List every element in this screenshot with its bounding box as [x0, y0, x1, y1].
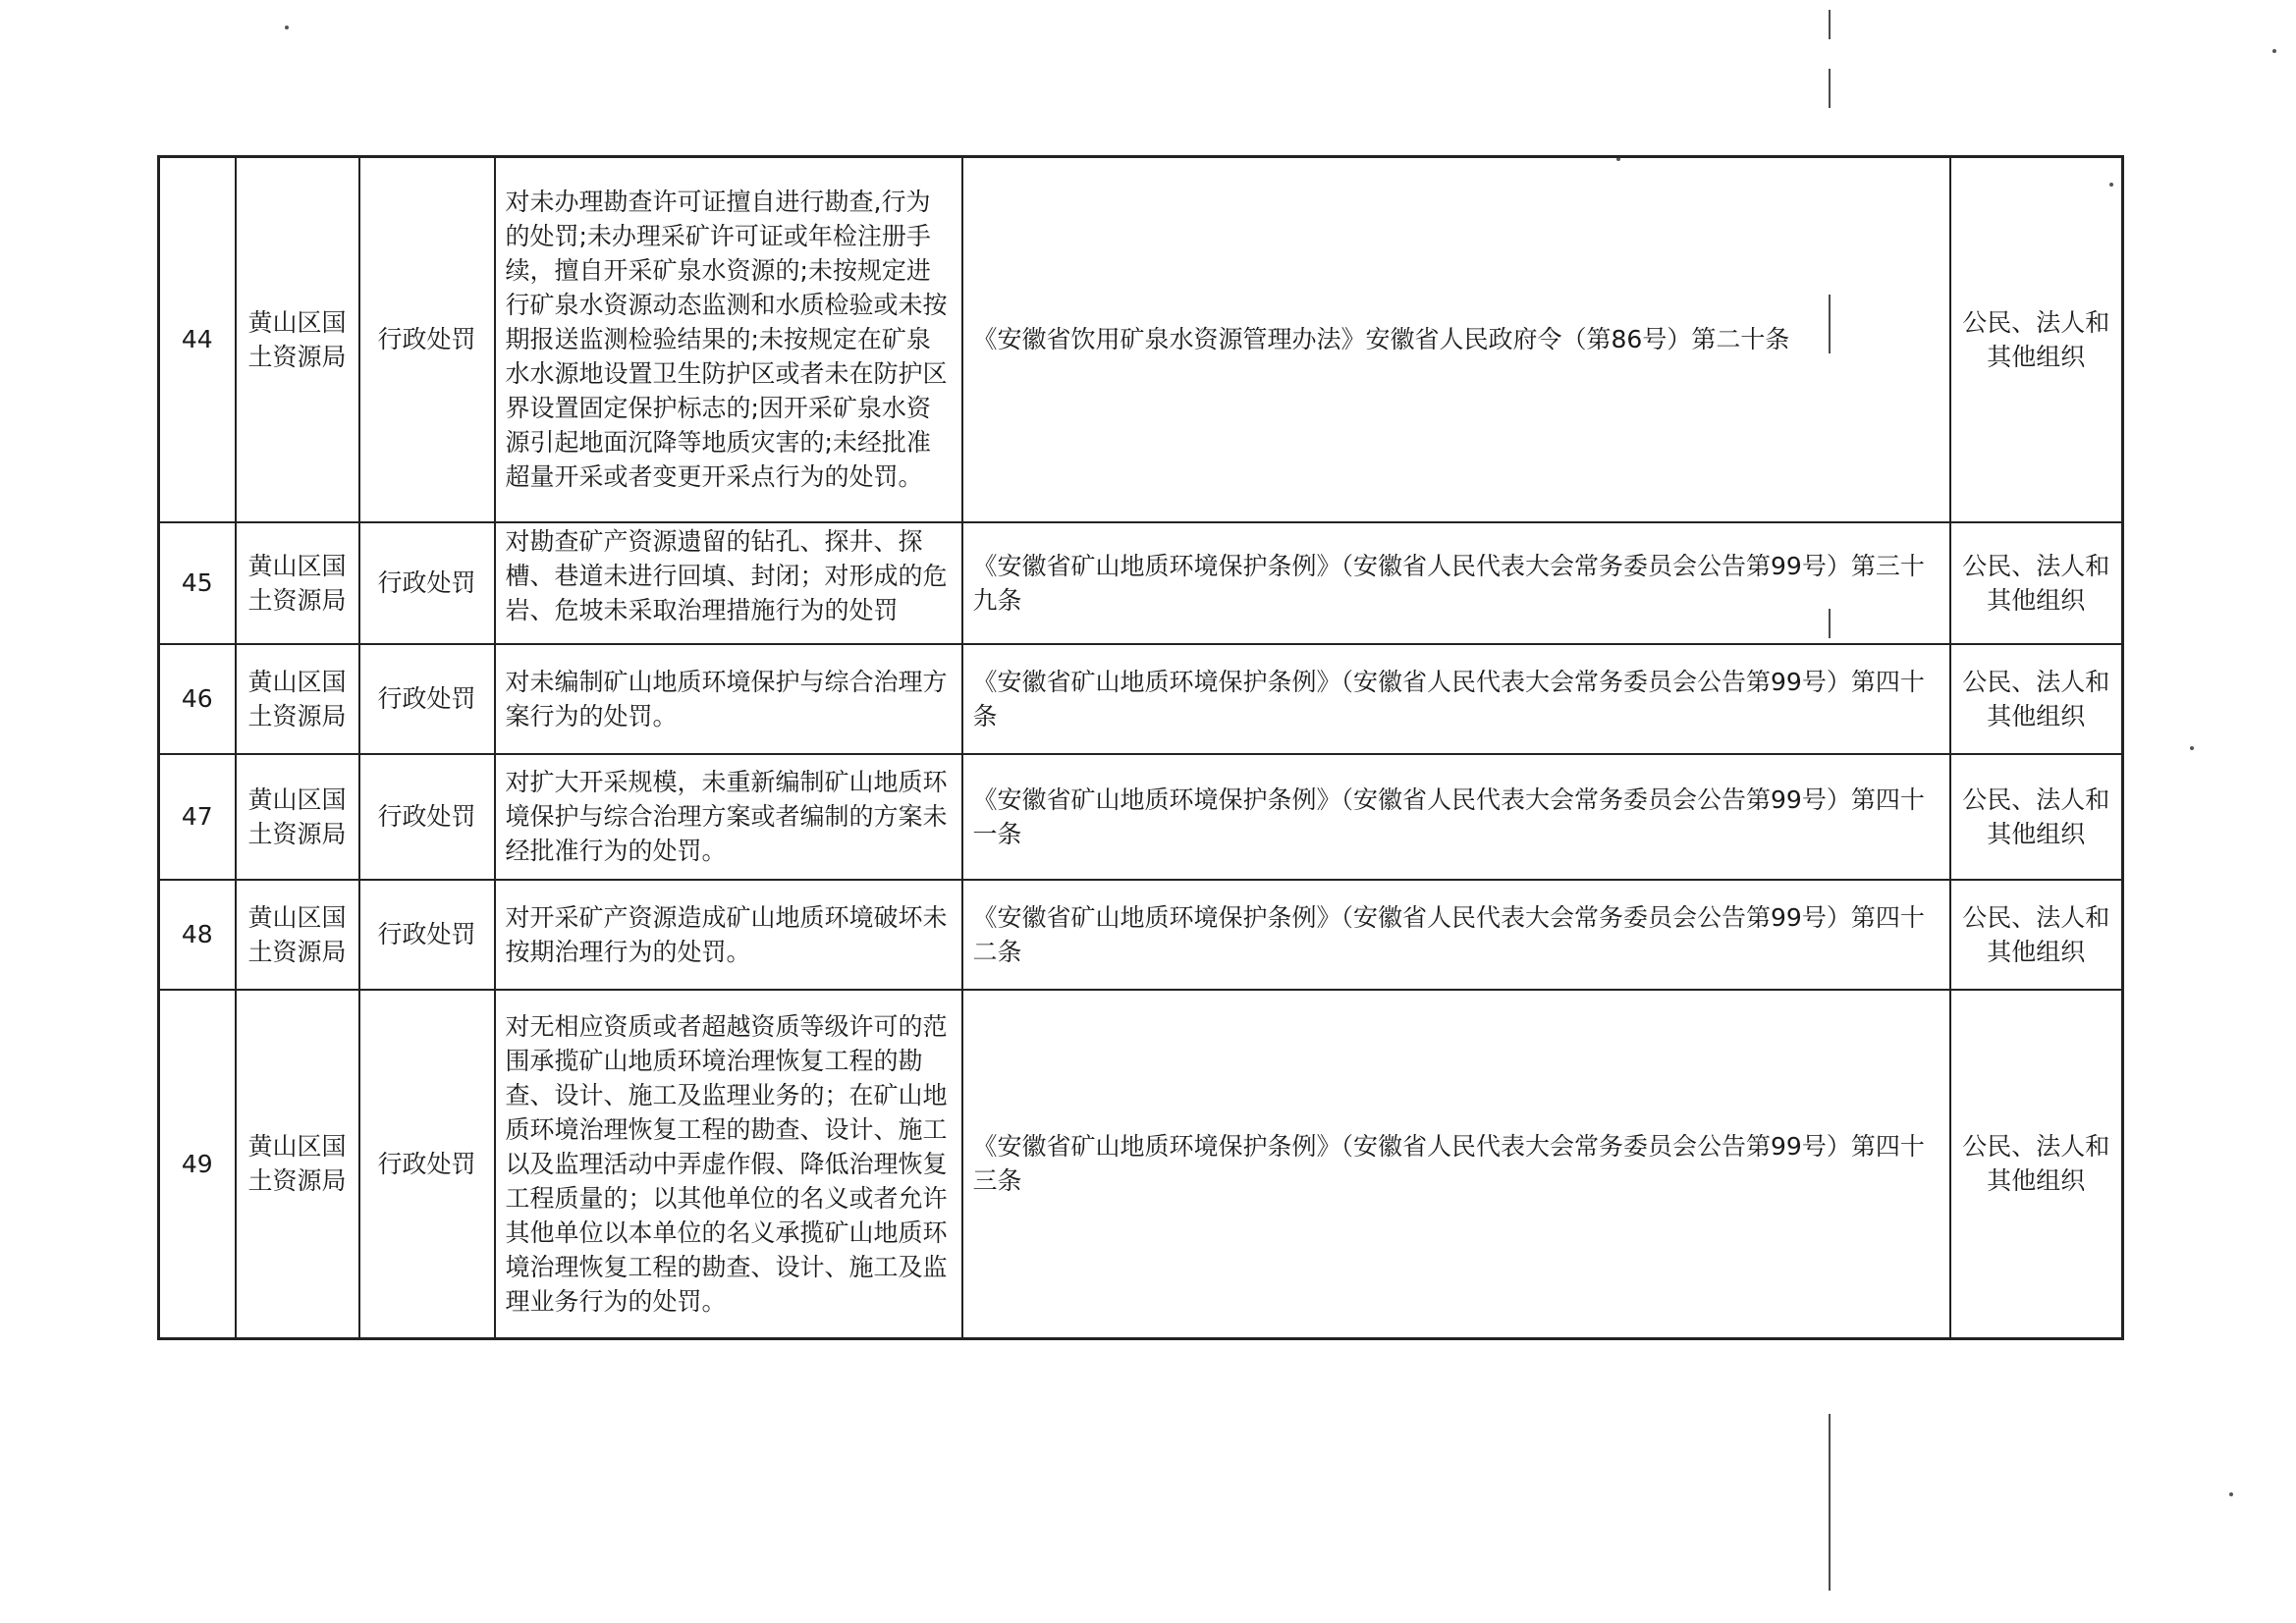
power-type: 行政处罚 — [359, 754, 495, 880]
power-type: 行政处罚 — [359, 157, 495, 522]
enforcement-items-table — [157, 155, 2124, 1340]
department: 黄山区国土资源局 — [236, 157, 359, 522]
applicable-target: 公民、法人和其他组织 — [1950, 880, 2123, 990]
power-type: 行政处罚 — [359, 990, 495, 1339]
row-number: 45 — [159, 522, 236, 644]
power-type: 行政处罚 — [359, 644, 495, 754]
scan-artifact-line — [1829, 1414, 1831, 1591]
row-number: 47 — [159, 754, 236, 880]
scan-artifact-dot — [2190, 746, 2194, 750]
scan-artifact-line — [1829, 10, 1831, 39]
table-row — [159, 644, 2123, 754]
table-row — [159, 157, 2123, 522]
scan-artifact-dot — [2272, 49, 2276, 53]
department: 黄山区国土资源局 — [236, 990, 359, 1339]
scan-artifact-dot — [285, 26, 289, 29]
legal-basis: 《安徽省矿山地质环境保护条例》（安徽省人民代表大会常务委员会公告第99号）第三十九条 — [962, 522, 1950, 644]
table-row — [159, 990, 2123, 1339]
item-description: 对未办理勘查许可证擅自进行勘查,行为的处罚;未办理采矿许可证或年检注册手续，擅自开采矿泉水资源的;未按规定进行矿泉水资源动态监测和水质检验或未按期报送监测检验结果的;未按规定在矿泉水水源地设置卫生防护区或者未在防护区界设置固定保护标志的;因开采矿泉水资源引起地面沉降等地质灾害的;未经批准超量开采或者变更开采点行为的处罚。 — [495, 157, 962, 522]
scan-artifact-line — [1829, 69, 1831, 108]
legal-basis: 《安徽省矿山地质环境保护条例》（安徽省人民代表大会常务委员会公告第99号）第四十条 — [962, 644, 1950, 754]
department: 黄山区国土资源局 — [236, 644, 359, 754]
legal-basis: 《安徽省矿山地质环境保护条例》（安徽省人民代表大会常务委员会公告第99号）第四十一条 — [962, 754, 1950, 880]
legal-basis: 《安徽省矿山地质环境保护条例》（安徽省人民代表大会常务委员会公告第99号）第四十二条 — [962, 880, 1950, 990]
row-number: 48 — [159, 880, 236, 990]
department: 黄山区国土资源局 — [236, 880, 359, 990]
legal-basis: 《安徽省饮用矿泉水资源管理办法》安徽省人民政府令（第86号）第二十条 — [962, 157, 1950, 522]
item-description: 对勘查矿产资源遗留的钻孔、探井、探槽、巷道未进行回填、封闭；对形成的危岩、危坡未采取治理措施行为的处罚 — [505, 526, 948, 624]
applicable-target: 公民、法人和其他组织 — [1950, 754, 2123, 880]
applicable-target: 公民、法人和其他组织 — [1950, 157, 2123, 522]
applicable-target: 公民、法人和其他组织 — [1950, 644, 2123, 754]
department: 黄山区国土资源局 — [236, 522, 359, 644]
power-type: 行政处罚 — [359, 522, 495, 644]
legal-basis: 《安徽省矿山地质环境保护条例》（安徽省人民代表大会常务委员会公告第99号）第四十三条 — [962, 990, 1950, 1339]
row-number: 46 — [159, 644, 236, 754]
table-row — [159, 754, 2123, 880]
row-number: 49 — [159, 990, 236, 1339]
scan-artifact-dot — [2229, 1492, 2233, 1496]
power-type: 行政处罚 — [359, 880, 495, 990]
item-description: 对未编制矿山地质环境保护与综合治理方案行为的处罚。 — [495, 644, 962, 754]
table-row — [159, 522, 2123, 644]
item-description: 对开采矿产资源造成矿山地质环境破坏未按期治理行为的处罚。 — [495, 880, 962, 990]
row-number: 44 — [159, 157, 236, 522]
applicable-target: 公民、法人和其他组织 — [1950, 990, 2123, 1339]
item-description: 对扩大开采规模，未重新编制矿山地质环境保护与综合治理方案或者编制的方案未经批准行为的处罚。 — [495, 754, 962, 880]
table-row — [159, 880, 2123, 990]
item-description: 对无相应资质或者超越资质等级许可的范围承揽矿山地质环境治理恢复工程的勘查、设计、施工及监理业务的；在矿山地质环境治理恢复工程的勘查、设计、施工以及监理活动中弄虚作假、降低治理恢复工程质量的；以其他单位的名义或者允许其他单位以本单位的名义承揽矿山地质环境治理恢复工程的勘查、设计、施工及监理业务行为的处罚。 — [495, 990, 962, 1339]
department: 黄山区国土资源局 — [236, 754, 359, 880]
applicable-target: 公民、法人和其他组织 — [1950, 522, 2123, 644]
